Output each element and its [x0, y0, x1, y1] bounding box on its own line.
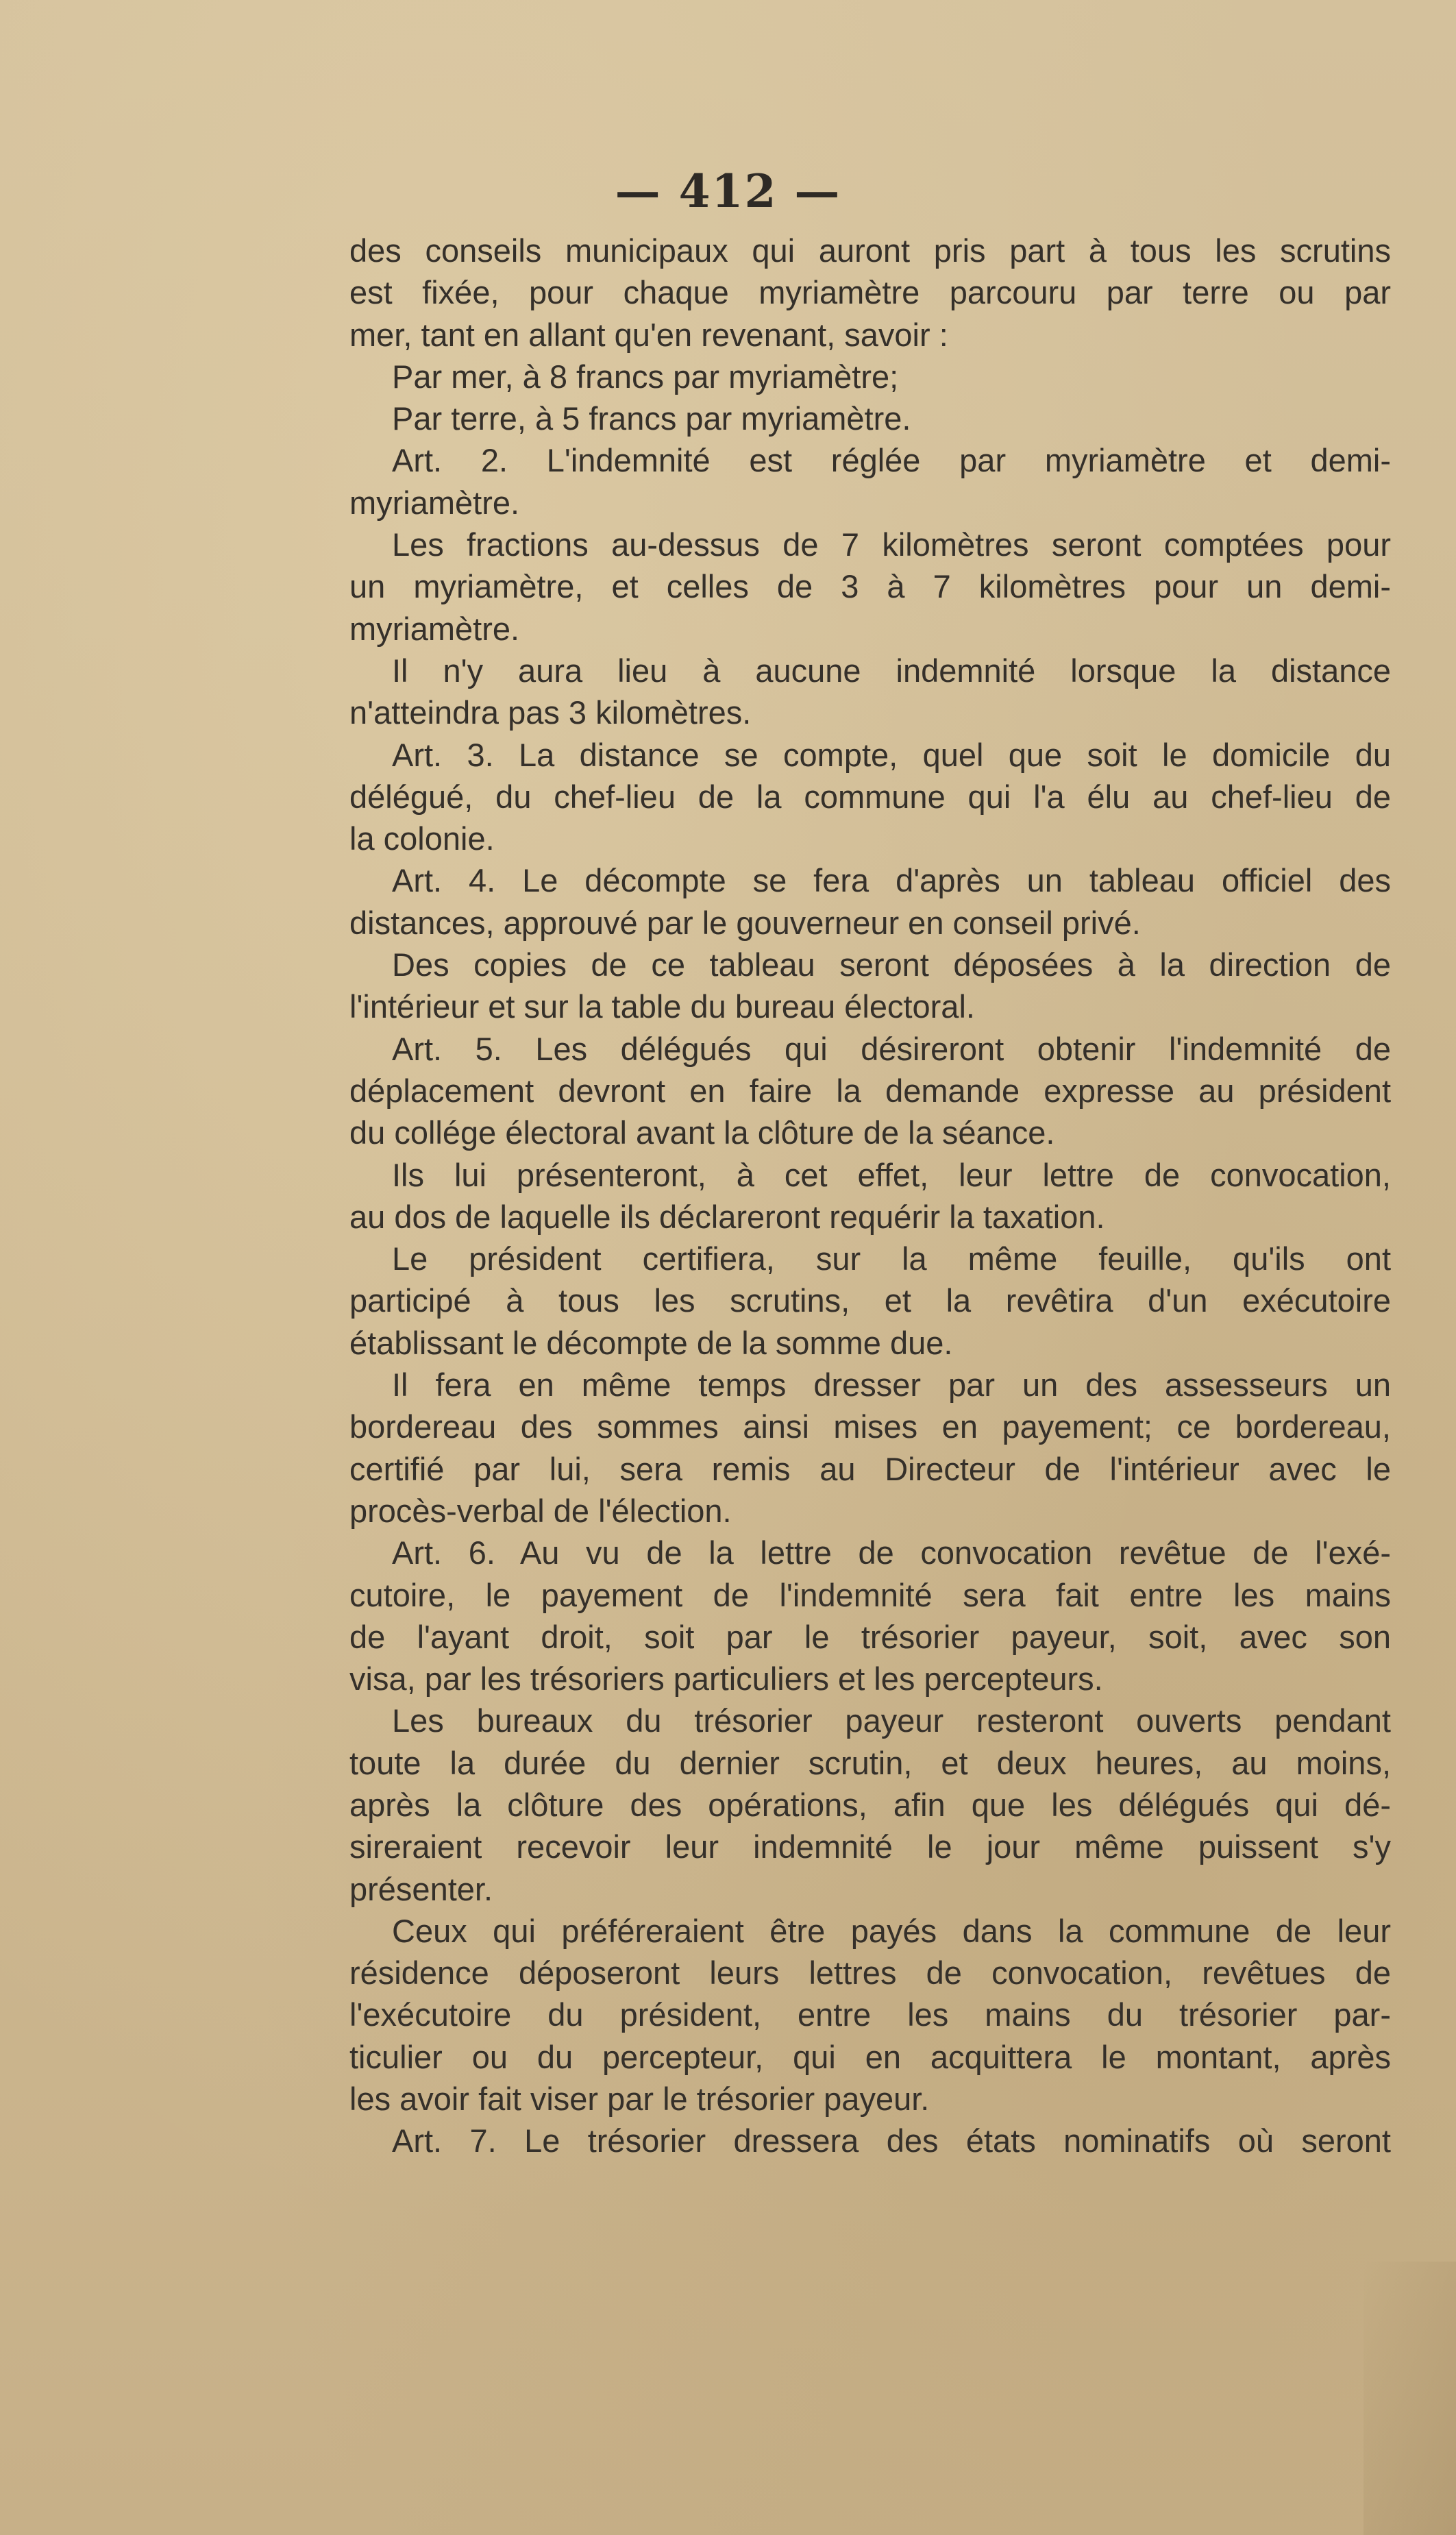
- text-line: Les fractions au-dessus de 7 kilomètres seront comptées pour: [392, 526, 1391, 563]
- text-line: myriamètre.: [349, 610, 520, 647]
- text-line: Art. 2. L'indemnité est réglée par myriamètre et demi-: [392, 442, 1391, 479]
- text-line: résidence déposeront leurs lettres de convocation, revêtues de: [349, 1955, 1391, 1992]
- text-line: distances, approuvé par le gouverneur en conseil privé.: [349, 904, 1141, 941]
- text-line: Art. 6. Au vu de la lettre de convocation revêtue de l'exé-: [392, 1534, 1391, 1571]
- text-line: des conseils municipaux qui auront pris part à tous les scrutins: [349, 232, 1391, 269]
- text-line: procès-verbal de l'élection.: [349, 1492, 732, 1529]
- text-line: Il n'y aura lieu à aucune indemnité lorsque la distance: [392, 652, 1391, 689]
- text-line: participé à tous les scrutins, et la revêtira d'un exécutoire: [349, 1282, 1391, 1319]
- page-corner-shadow: [1364, 2262, 1456, 2535]
- text-line: bordereau des sommes ainsi mises en payement; ce bordereau,: [349, 1408, 1391, 1445]
- text-line: est fixée, pour chaque myriamètre parcouru par terre ou par: [349, 274, 1391, 311]
- text-line: myriamètre.: [349, 484, 520, 521]
- text-line: Art. 4. Le décompte se fera d'après un tableau officiel des: [392, 862, 1391, 899]
- text-line: les avoir fait viser par le trésorier payeur.: [349, 2081, 930, 2118]
- text-line: la colonie.: [349, 820, 495, 857]
- text-line: établissant le décompte de la somme due.: [349, 1324, 953, 1361]
- text-line: Par mer, à 8 francs par myriamètre;: [392, 358, 899, 395]
- text-line: certifié par lui, sera remis au Directeur de l'intérieur avec le: [349, 1450, 1391, 1487]
- text-line: Art. 3. La distance se compte, quel que soit le domicile du: [392, 736, 1391, 773]
- text-line: Ils lui présenteront, à cet effet, leur lettre de convocation,: [392, 1156, 1391, 1193]
- text-line: au dos de laquelle ils déclareront requérir la taxation.: [349, 1198, 1105, 1235]
- text-line: Art. 7. Le trésorier dressera des états nominatifs où seront: [392, 2122, 1391, 2159]
- text-line: toute la durée du dernier scrutin, et deux heures, au moins,: [349, 1744, 1391, 1781]
- text-line: visa, par les trésoriers particuliers et les percepteurs.: [349, 1661, 1103, 1698]
- text-line: Par terre, à 5 francs par myriamètre.: [392, 400, 911, 437]
- text-line: Des copies de ce tableau seront déposées à la direction de: [392, 946, 1391, 983]
- text-line: l'exécutoire du président, entre les mains du trésorier par-: [349, 1996, 1391, 2033]
- text-line: Le président certifiera, sur la même feuille, qu'ils ont: [392, 1240, 1391, 1277]
- text-line: du collége électoral avant la clôture de la séance.: [349, 1114, 1055, 1151]
- body-text: [349, 230, 1391, 2162]
- text-line: cutoire, le payement de l'indemnité sera fait entre les mains: [349, 1576, 1391, 1613]
- text-line: Ceux qui préféreraient être payés dans la commune de leur: [392, 1912, 1391, 1949]
- text-line: délégué, du chef-lieu de la commune qui l'a élu au chef-lieu de: [349, 778, 1391, 815]
- page-number: — 412 —: [615, 164, 841, 218]
- text-line: Art. 5. Les délégués qui désireront obtenir l'indemnité de: [392, 1030, 1391, 1067]
- text-line: mer, tant en allant qu'en revenant, savoir :: [349, 316, 948, 353]
- text-line: Les bureaux du trésorier payeur resteront ouverts pendant: [392, 1702, 1391, 1739]
- text-line: un myriamètre, et celles de 3 à 7 kilomètres pour un demi-: [349, 568, 1391, 605]
- text-line: après la clôture des opérations, afin que les délégués qui dé-: [349, 1786, 1391, 1823]
- text-line: ticulier ou du percepteur, qui en acquittera le montant, après: [349, 2038, 1391, 2075]
- text-line: l'intérieur et sur la table du bureau électoral.: [349, 988, 975, 1025]
- text-line: de l'ayant droit, soit par le trésorier payeur, soit, avec son: [349, 1618, 1391, 1655]
- text-line: Il fera en même temps dresser par un des assesseurs un: [392, 1367, 1391, 1404]
- text-line: n'atteindra pas 3 kilomètres.: [349, 694, 752, 731]
- text-line: déplacement devront en faire la demande expresse au président: [349, 1072, 1391, 1109]
- text-line: sireraient recevoir leur indemnité le jour même puissent s'y: [349, 1828, 1391, 1865]
- text-line: présenter.: [349, 1870, 493, 1907]
